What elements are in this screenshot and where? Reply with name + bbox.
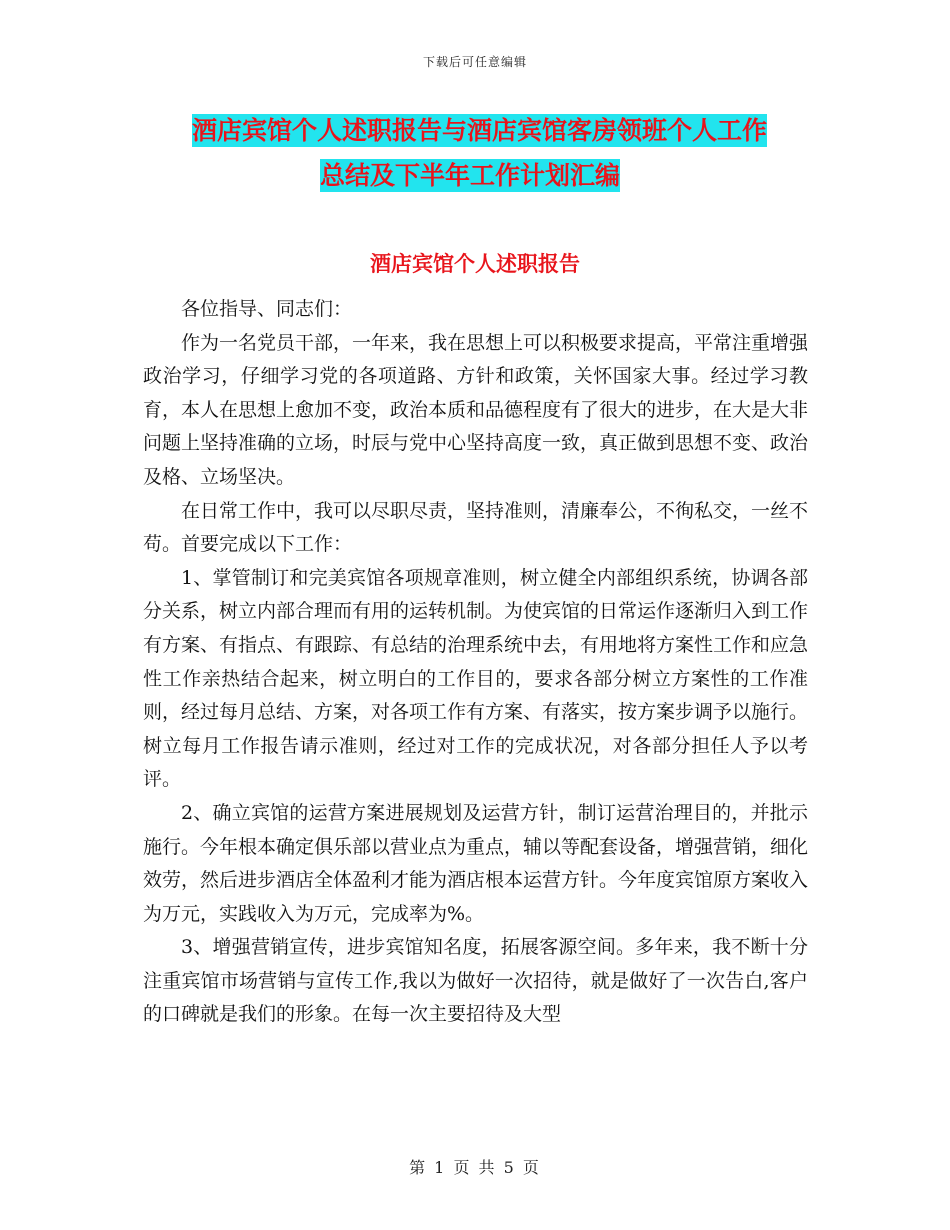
paragraph: 作为一名党员干部，一年来，我在思想上可以积极要求提高，平常注重增强政治学习，仔细学习党的各项道路、方针和政策，关怀国家大事。经过学习教育，本人在思想上愈加不变，政治本质和品德程度有了很大的进步，在大是大非问题上坚持准确的立场，时辰与党中心坚持高度一致，真正做到思想不变、政治及格、立场坚决。: [143, 331, 809, 488]
title-line-1-text: 酒店宾馆个人述职报告与酒店宾馆客房领班个人工作: [192, 116, 768, 145]
header-note: 下载后可任意编辑: [422, 55, 527, 69]
title-line-2-text: 总结及下半年工作计划汇编: [320, 161, 621, 190]
paragraph: 3、增强营销宣传，进步宾馆知名度，拓展客源空间。多年来，我不断十分注重宾馆市场营销与宣传工作,我以为做好一次招待，就是做好了一次告白,客户的口碑就是我们的形象。在每一次主要招待及大型: [143, 936, 808, 1026]
paragraph: 1、掌管制订和完美宾馆各项规章准则，树立健全内部组织系统，协调各部分关系，树立内部合理而有用的运转机制。为使宾馆的日常运作逐渐归入到工作有方案、有指点、有跟踪、有总结的治理系统中去，有用地将方案性工作和应急性工作亲热结合起来，树立明白的工作目的，要求各部分树立方案性的工作准则，经过每月总结、方案，对各项工作有方案、有落实，按方案步调予以施行。树立每月工作报告请示准则，经过对工作的完成状况，对各部分担任人予以考评。: [143, 566, 809, 791]
document-title: [150, 108, 810, 198]
section-title: 酒店宾馆个人述职报告: [370, 251, 580, 276]
page-footer: [0, 1155, 950, 1178]
title-line-2: [150, 153, 810, 198]
footer-middle: 页 共: [453, 1158, 497, 1177]
body-text: [143, 293, 808, 1032]
footer-suffix: 页: [522, 1158, 541, 1177]
paragraph: 在日常工作中，我可以尽职尽责，坚持准则，清廉奉公，不徇私交，一丝不苟。首要完成以下工作：: [143, 499, 809, 556]
page-number: 1: [434, 1158, 447, 1177]
greeting-paragraph: 各位指导、同志们：: [181, 298, 353, 320]
footer-prefix: 第: [409, 1158, 428, 1177]
paragraph: 2、确立宾馆的运营方案进展规划及运营方针，制订运营治理目的，并批示施行。今年根本确定俱乐部以营业点为重点，辅以等配套设备，增强营销，细化效劳，然后进步酒店全体盈利才能为酒店根本运营方针。今年度宾馆原方案收入为万元，实践收入为万元，完成率为%。: [143, 801, 809, 925]
title-line-1: [150, 108, 810, 153]
total-pages: 5: [503, 1158, 516, 1177]
